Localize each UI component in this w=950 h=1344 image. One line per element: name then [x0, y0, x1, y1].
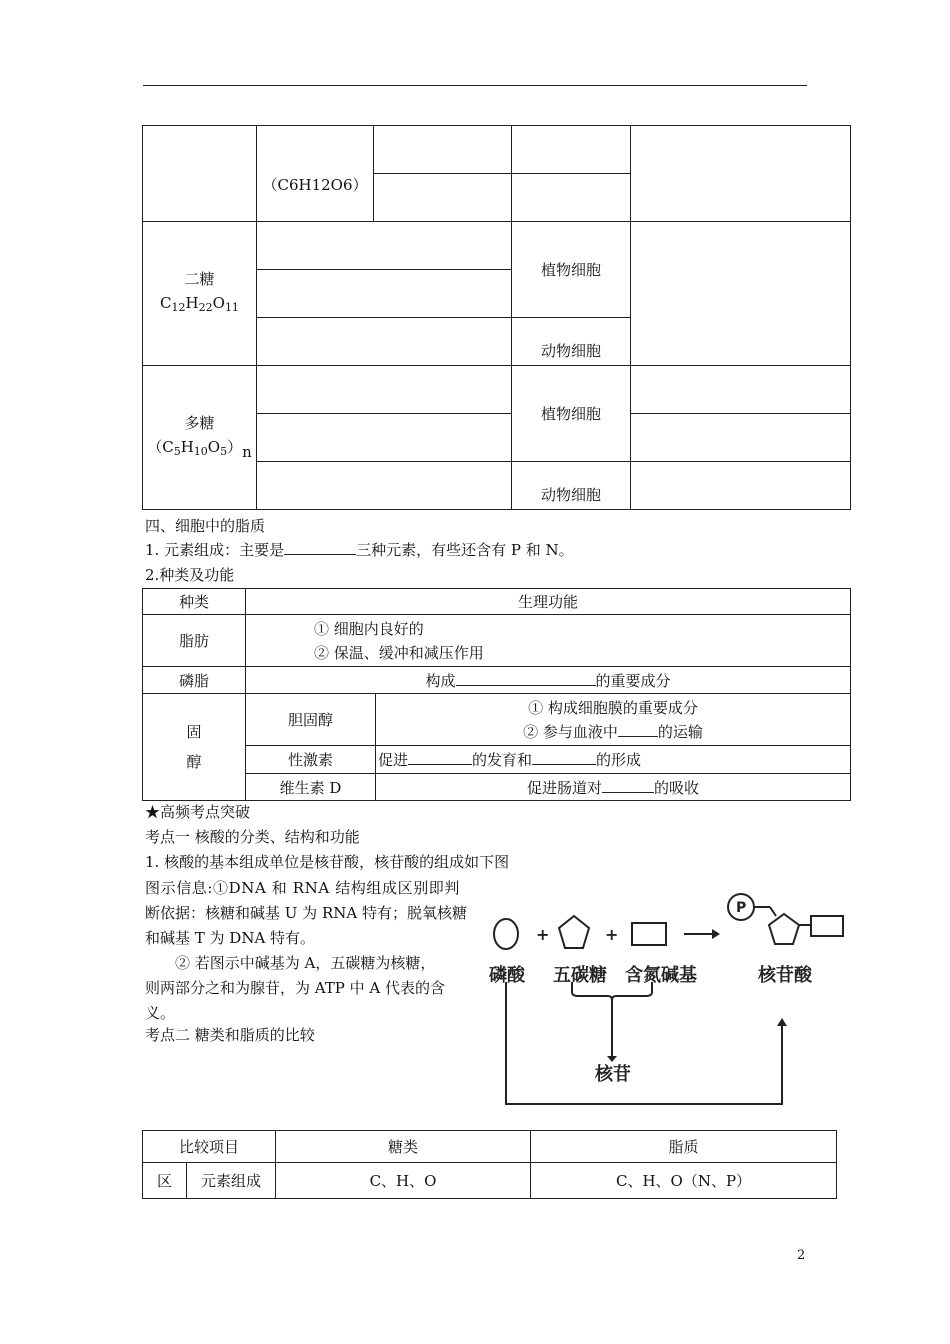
fat-label: 脂肪 [143, 615, 246, 667]
diagram-explanation: 图示信息:①DNA 和 RNA 结构组成区别即判 断依据：核糖和碱基 U 为 RNA 特有；脱氧核糖 和碱基 T 为 DNA 特有。 ② 若图示中碱基为 A，五碳糖为核糖， 则两部分之和为腺苷，为 ATP 中 A 代表的含 义。 [145, 879, 467, 1022]
nucleotide-base [811, 916, 843, 936]
disaccharide-cell [143, 222, 257, 366]
col-type: 种类 [143, 589, 246, 615]
point-one: 考点一 核酸的分类、结构和功能 [145, 828, 360, 846]
plus-sign: + [536, 925, 550, 944]
mono-type-cell [143, 126, 257, 222]
arrow-head [712, 929, 720, 939]
col-compare-item: 比较项目 [143, 1131, 276, 1163]
phospholipid-function: 构成 的重要成分 [246, 667, 851, 694]
disaccharide-name: 二糖 [184, 270, 215, 288]
polysaccharide-cell [143, 366, 257, 510]
element-composition: 1. 元素组成：主要是 三种元素，有些还含有 P 和 N。 [145, 541, 574, 559]
nucleotide-diagram-svg [486, 876, 846, 1108]
disaccharide-formula: $C_{12}H_{22}O_{11}$ [160, 294, 239, 314]
nucleotide-arrow-head [777, 1018, 787, 1026]
nucleoside-arrow-head [607, 1056, 617, 1062]
cholesterol-functions: ① 构成细胞膜的重要成分 ② 参与血液中 的运输 [376, 694, 851, 746]
sex-hormone-function: 促进 的发育和 的形成 [376, 746, 851, 774]
point-two: 考点二 糖类和脂质的比较 [145, 1026, 315, 1044]
row-difference: 区 [143, 1163, 187, 1199]
col-sugar: 糖类 [276, 1131, 531, 1163]
base-label: 含氮碱基 [625, 965, 697, 986]
plant-cell-label: 植物细胞 [512, 366, 631, 462]
p-label: P [736, 900, 747, 916]
polysaccharide-name: 多糖 [184, 414, 215, 432]
plus-sign: + [605, 925, 619, 944]
col-lipid: 脂质 [531, 1131, 837, 1163]
section-heading: 四、细胞中的脂质 [145, 517, 266, 535]
pentose-shape [559, 916, 589, 948]
types-functions: 2.种类及功能 [145, 566, 235, 584]
header-rule [143, 85, 807, 86]
row-elements: 元素组成 [187, 1163, 276, 1199]
nucleotide-diagram [486, 876, 846, 1108]
nucleoside-label: 核苷 [595, 1064, 631, 1085]
base-box [632, 923, 666, 945]
animal-cell-label: 动物细胞 [512, 318, 631, 366]
comparison-table [142, 1130, 837, 1199]
mono-formula: （C6H12O6） [257, 126, 374, 222]
lipid-elements: C、H、O（N、P） [531, 1163, 837, 1199]
col-function: 生理功能 [246, 589, 851, 615]
highlights-heading: ★高频考点突破 [145, 803, 251, 821]
vitamin-d-function: 促进肠道对 的吸收 [376, 774, 851, 801]
phospholipid-label: 磷脂 [143, 667, 246, 694]
nucleotide-pentose [769, 914, 799, 944]
carbohydrate-table [142, 125, 851, 510]
nucleotide-label: 核苷酸 [758, 965, 812, 986]
sugar-elements: C、H、O [276, 1163, 531, 1199]
page-number: 2 [797, 1248, 806, 1263]
sterol-label: 固 醇 [143, 694, 246, 801]
polysaccharide-formula: $(C_5H_{10}O_5)n$ [147, 438, 252, 461]
plant-cell-label: 植物细胞 [512, 222, 631, 318]
phosphate-circle [494, 919, 518, 949]
cholesterol-label: 胆固醇 [246, 694, 376, 746]
pentose-label: 五碳糖 [553, 965, 607, 986]
vitamin-d-label: 维生素 D [246, 774, 376, 801]
lipid-table [142, 588, 851, 801]
phosphate-label: 磷酸 [489, 965, 525, 986]
bottom-connector [506, 982, 782, 1104]
sex-hormone-label: 性激素 [246, 746, 376, 774]
fat-functions: ① 细胞内良好的 ② 保温、缓冲和减压作用 [246, 615, 851, 667]
point-one-item: 1. 核酸的基本组成单位是核苷酸，核苷酸的组成如下图 [145, 853, 510, 871]
animal-cell-label: 动物细胞 [512, 462, 631, 510]
